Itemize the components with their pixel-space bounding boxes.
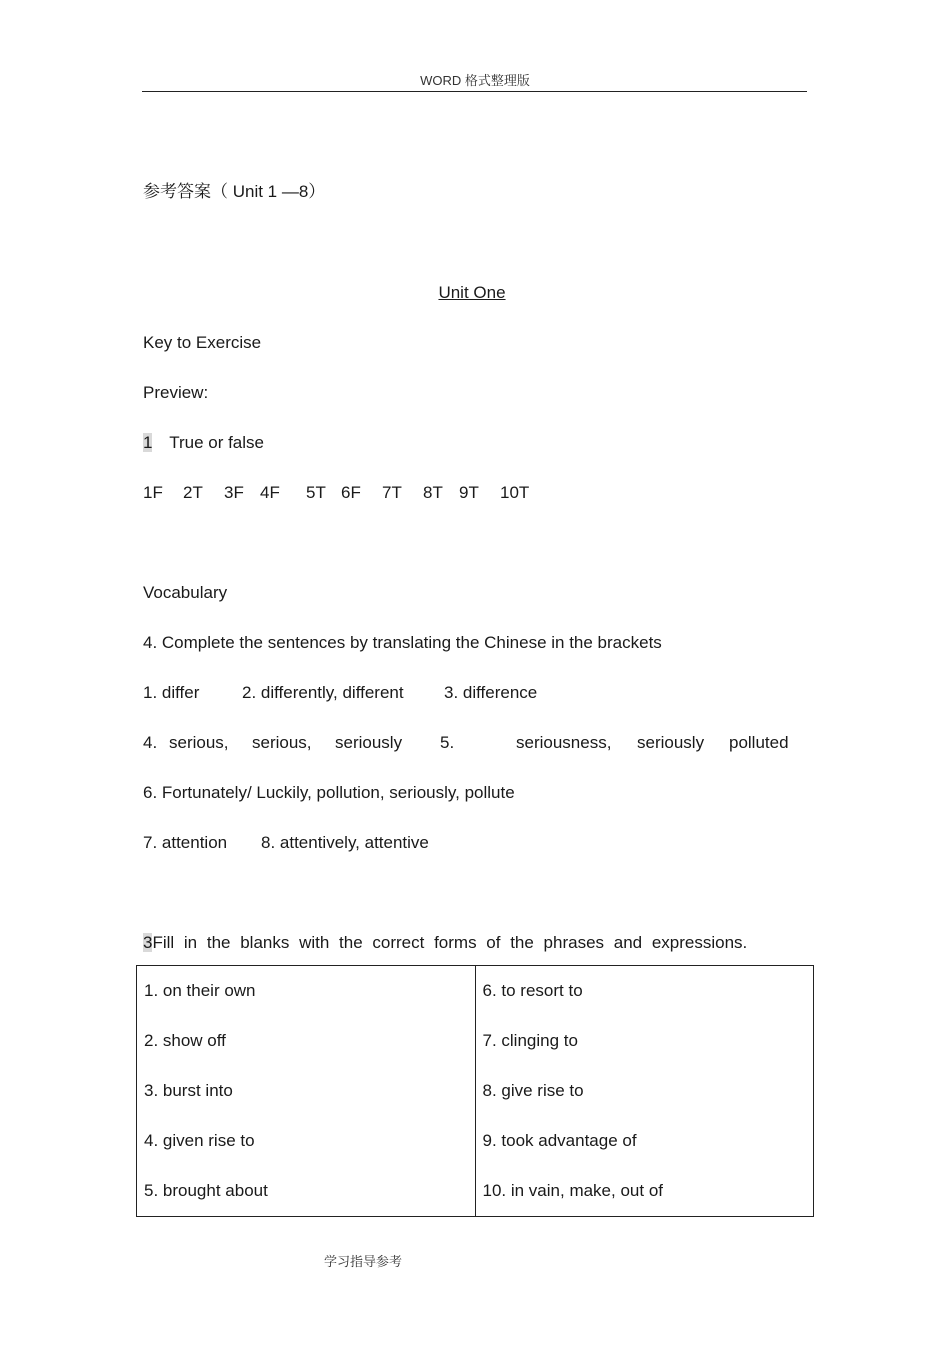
vocabulary-heading: Vocabulary [143, 583, 228, 602]
table-cell: 6. to resort to [475, 966, 814, 1017]
tf-answer: 7T [382, 483, 402, 502]
vocab-word: 4. [143, 733, 158, 752]
section-1-label: True or false [169, 433, 264, 452]
preview-label: Preview: [143, 383, 209, 402]
table-row [137, 1116, 814, 1166]
table-cell: 4. given rise to [137, 1116, 476, 1166]
header-rule [142, 91, 807, 92]
section-1-heading [143, 433, 264, 453]
page-header: WORD 格式整理版 [420, 73, 530, 88]
table-cell: 10. in vain, make, out of [475, 1166, 814, 1217]
table-cell: 7. clinging to [475, 1016, 814, 1066]
unit-title [0, 283, 950, 303]
tf-answer: 4F [260, 483, 280, 502]
tf-answer: 9T [459, 483, 479, 502]
table-row [137, 1016, 814, 1066]
vocab-word: serious, [169, 733, 229, 752]
vocab-answer-line: 6. Fortunately/ Luckily, pollution, seriously, pollute [143, 783, 515, 802]
tf-answer: 3F [224, 483, 244, 502]
true-false-answers [143, 483, 563, 503]
vocab-word: 5. [440, 733, 455, 752]
page-footer: 学习指导参考 [324, 1254, 403, 1269]
tf-answer: 5T [306, 483, 326, 502]
phrases-table [136, 965, 814, 1217]
table-cell: 5. brought about [137, 1166, 476, 1217]
table-cell: 8. give rise to [475, 1066, 814, 1116]
vocab-answer-line [143, 733, 803, 753]
tf-answer: 2T [183, 483, 203, 502]
tf-answer: 10T [500, 483, 530, 502]
vocab-instruction: 4. Complete the sentences by translating the Chinese in the brackets [143, 633, 662, 652]
table-row [137, 966, 814, 1017]
section-1-number: 1 [143, 433, 153, 452]
tf-answer: 8T [423, 483, 443, 502]
section-3-number: 3 [143, 933, 153, 952]
vocab-answer-line: 7. attention [143, 833, 228, 852]
table-row [137, 1166, 814, 1217]
section-3-label: Fill in the blanks with the correct forms of the phrases and expressions. [152, 933, 748, 952]
table-cell: 9. took advantage of [475, 1116, 814, 1166]
vocab-answer-line: 1. differ [143, 683, 200, 702]
vocab-answer-line: 3. difference [444, 683, 538, 702]
vocab-word: polluted [729, 733, 789, 752]
vocab-word: seriously [335, 733, 403, 752]
table-cell: 2. show off [137, 1016, 476, 1066]
tf-answer: 6F [341, 483, 361, 502]
tf-answer: 1F [143, 483, 163, 502]
vocab-word: seriousness, [516, 733, 612, 752]
unit-title-text: Unit One [438, 283, 506, 302]
table-cell: 1. on their own [137, 966, 476, 1017]
table-row [137, 1066, 814, 1116]
section-3-heading [143, 933, 803, 953]
vocab-answer-line: 8. attentively, attentive [261, 833, 429, 852]
key-to-exercise: Key to Exercise [143, 333, 262, 352]
vocab-word: seriously [637, 733, 705, 752]
vocab-answer-line: 2. differently, different [242, 683, 404, 702]
vocab-word: serious, [252, 733, 312, 752]
table-cell: 3. burst into [137, 1066, 476, 1116]
document-title: 参考答案（ Unit 1 —8） [143, 182, 326, 201]
